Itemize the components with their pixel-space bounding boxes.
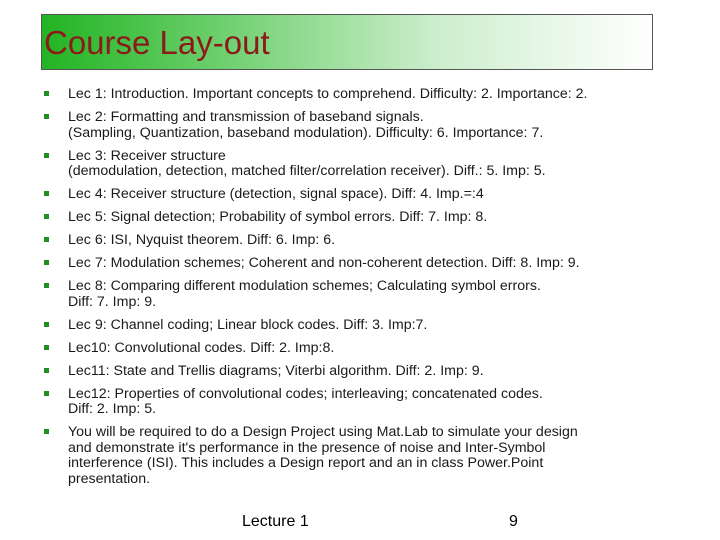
footer-lecture-label: Lecture 1 [242, 513, 309, 530]
page-number: 9 [509, 513, 518, 530]
list-item-text: Lec10: Convolutional codes. Diff: 2. Imp:8. [68, 339, 335, 356]
list-item [42, 187, 682, 203]
list-item-text: Lec 3: Receiver structure (demodulation, detection, matched filter/correlation receiver). Diff.: 5. Imp: 5. [68, 147, 546, 179]
square-bullet-icon [44, 345, 49, 350]
list-item [42, 149, 682, 180]
list-item [42, 233, 682, 249]
list-item [42, 210, 682, 226]
list-item-text: Lec 6: ISI, Nyquist theorem. Diff: 6. Imp: 6. [68, 232, 336, 248]
square-bullet-icon [44, 153, 49, 158]
list-item-text: Lec12: Properties of convolutional codes; interleaving; concatenated codes. Diff: 2. Imp: 5. [68, 385, 543, 417]
list-item [42, 425, 682, 487]
list-item [42, 341, 682, 357]
slide-title: Course Lay-out [44, 24, 270, 61]
square-bullet-icon [44, 260, 49, 265]
square-bullet-icon [44, 237, 49, 242]
list-item [42, 256, 682, 272]
square-bullet-icon [44, 191, 49, 196]
list-item-text: You will be required to do a Design Project using Mat.Lab to simulate your design and demonstrate it's performance in the presence of noise and Inter-Symbol interference (ISI). This includes a Design report and an in class Power.Point presentation. [68, 424, 578, 487]
bullet-list [42, 87, 682, 495]
square-bullet-icon [44, 114, 49, 119]
list-item-text: Lec 2: Formatting and transmission of baseband signals. (Sampling, Quantization, baseband modulation). Difficulty: 6. Importance: 7. [68, 109, 544, 141]
list-item [42, 279, 682, 310]
list-item [42, 110, 682, 141]
square-bullet-icon [44, 391, 49, 396]
list-item-text: Lec 5: Signal detection; Probability of symbol errors. Diff: 7. Imp: 8. [68, 209, 488, 225]
list-item [42, 87, 682, 103]
square-bullet-icon [44, 429, 49, 434]
list-item-text: Lec 4: Receiver structure (detection, signal space). Diff: 4. Imp.=:4 [68, 186, 484, 202]
list-item-text: Lec 7: Modulation schemes; Coherent and non-coherent detection. Diff: 8. Imp: 9. [68, 255, 580, 271]
square-bullet-icon [44, 322, 49, 327]
title-banner [41, 14, 653, 70]
list-item-text: Lec11: State and Trellis diagrams; Viterbi algorithm. Diff: 2. Imp: 9. [68, 362, 484, 379]
square-bullet-icon [44, 214, 49, 219]
square-bullet-icon [44, 91, 49, 96]
square-bullet-icon [44, 283, 49, 288]
list-item-text: Lec 9: Channel coding; Linear block codes. Diff: 3. Imp:7. [68, 316, 428, 333]
list-item-text: Lec 1: Introduction. Important concepts to comprehend. Difficulty: 2. Importance: 2. [68, 86, 588, 102]
list-item [42, 387, 682, 418]
list-item-text: Lec 8: Comparing different modulation schemes; Calculating symbol errors. Diff: 7. Imp: 9. [68, 278, 541, 310]
list-item [42, 318, 682, 334]
list-item [42, 364, 682, 380]
square-bullet-icon [44, 368, 49, 373]
